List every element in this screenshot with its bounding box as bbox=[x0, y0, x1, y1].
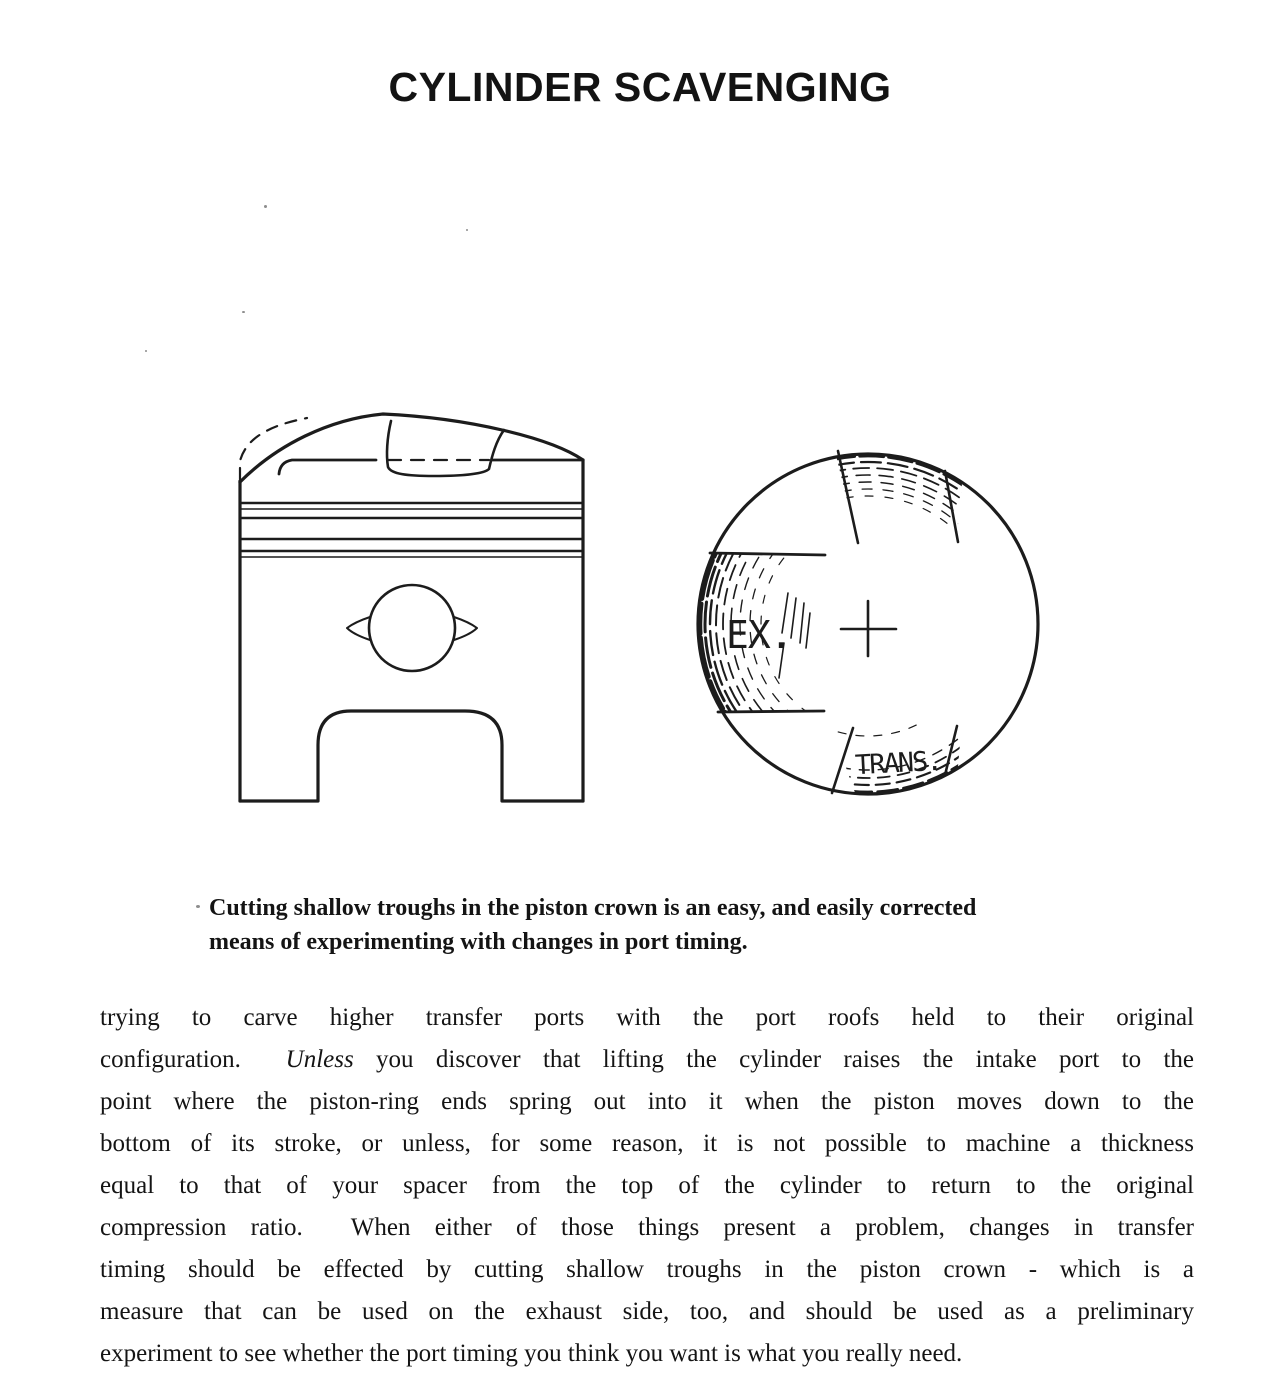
body-line-1: trying to carve higher transfer ports with the port roofs held to their original bbox=[100, 1004, 1194, 1031]
piston-crown bbox=[240, 414, 583, 482]
scan-speck bbox=[145, 350, 147, 352]
scan-speck bbox=[466, 229, 468, 231]
transfer-label: TRANS. bbox=[854, 745, 942, 782]
caption-line-2: means of experimenting with changes in port timing. bbox=[209, 929, 748, 955]
figure-caption bbox=[209, 891, 1129, 959]
scan-speck bbox=[242, 311, 245, 313]
body-line-7: timing should be effected by cutting shallow troughs in the piston crown - which is a bbox=[100, 1256, 1194, 1283]
wrist-pin-boss bbox=[347, 585, 477, 671]
exhaust-label: EX. bbox=[726, 613, 792, 657]
body-line-2-text: you discover that lifting the cylinder raises the intake port to the bbox=[353, 1046, 1194, 1073]
piston-crown-top-view-figure bbox=[688, 443, 1052, 807]
body-line-4: bottom of its stroke, or unless, for some reason, it is not possible to machine a thickness bbox=[100, 1130, 1194, 1157]
body-line-2-italic: Unless bbox=[285, 1046, 354, 1073]
caption-line-1: Cutting shallow troughs in the piston crown is an easy, and easily corrected bbox=[209, 895, 977, 921]
piston-side-view-figure bbox=[237, 411, 587, 809]
body-line-2 bbox=[100, 1039, 1194, 1081]
body-line-9: experiment to see whether the port timing you think you want is what you really need. bbox=[100, 1340, 963, 1367]
body-line-6: compression ratio. When either of those things present a problem, changes in transfer bbox=[100, 1214, 1194, 1241]
scan-speck bbox=[264, 205, 267, 208]
scan-speck bbox=[196, 905, 200, 908]
crosshair-center-mark bbox=[841, 601, 896, 656]
piston-ring-grooves bbox=[240, 503, 583, 557]
page-title: CYLINDER SCAVENGING bbox=[388, 64, 892, 110]
body-line-3: point where the piston-ring ends spring out into it when the piston moves down to the bbox=[100, 1088, 1194, 1115]
body-line-8: measure that can be used on the exhaust side, too, and should be used as a preliminary bbox=[100, 1298, 1194, 1325]
body-paragraph bbox=[100, 997, 1194, 1375]
body-line-5: equal to that of your spacer from the top of the cylinder to return to the original bbox=[100, 1172, 1194, 1199]
body-line-2-text: configuration. bbox=[100, 1046, 286, 1073]
piston-skirt-outline bbox=[240, 460, 583, 801]
